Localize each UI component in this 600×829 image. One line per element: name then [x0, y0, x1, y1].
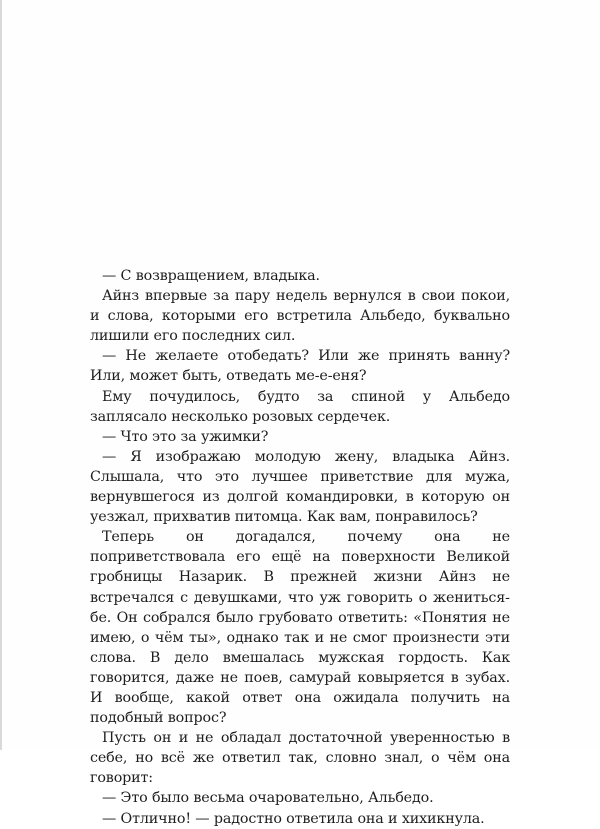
paragraph: Ему почудилось, будто за спиной у Альбедо заплясало несколько розовых сердечек. [90, 388, 510, 425]
paragraph: — Что это за ужимки? [102, 428, 269, 445]
paragraph: Пусть он и не обладал достаточной уверенностью в себе, но всё же ответил так, словно знал, о чём она говорит: [90, 730, 510, 787]
paragraph: Айнз впервые за пару недель вернулся в свои покои, и слова, которыми его встретила Альбедо, буквально лишили его последних сил. [90, 288, 510, 345]
paragraph: — Не желаете отобедать? Или же принять ванну? Или, может быть, отведать ме-е-еня? [90, 348, 510, 385]
paragraph: — Я изображаю молодую жену, владыка Айнз. Слышала, что это лучшее приветствие для мужа, вернувшегося из долгой командировки, в которую он уезжал, прихватив питомца. Как вам, понравилось? [90, 448, 510, 526]
paragraph: — Это было весьма очаровательно, Альбедо. [102, 790, 434, 807]
paragraph: — Отлично! — радостно ответила она и хихикнула. [102, 810, 485, 827]
paragraph: Теперь он догадался, почему она не поприветствовала его ещё на поверхности Великой гробницы Назарик. В прежней жизни Айнз не встречался с девушками, что уж говорить о женитьсябе. Он собрался было грубовато ответить: «Понятия не имею, о чём ты», однако так и не смог произнести эти слова. В дело вмешалась мужская гордость. Как говорится, даже не поев, самурай ковыряется в зубах. И вообще, какой ответ она ожидала получить на подобный вопрос? [90, 529, 510, 727]
paragraph: — С возвращением, владыка. [102, 268, 320, 284]
page-edge [0, 0, 2, 750]
body-text [90, 266, 510, 829]
